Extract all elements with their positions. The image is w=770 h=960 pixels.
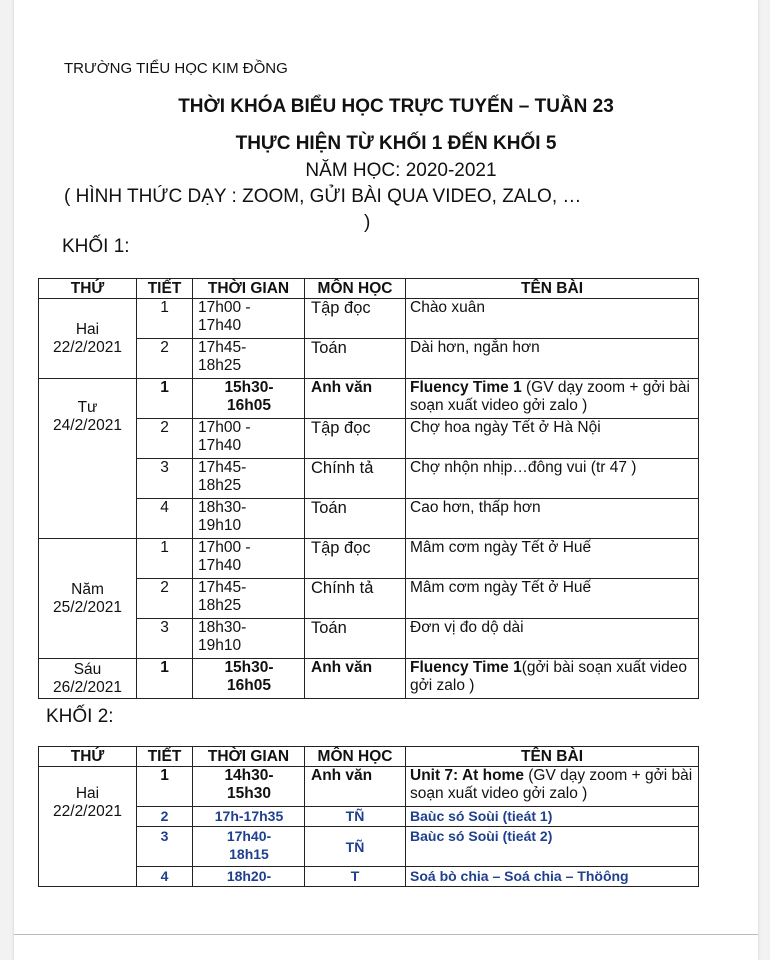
period-cell: 1 — [137, 539, 193, 579]
column-header-period: TIẾT — [137, 747, 193, 767]
period-cell: 1 — [137, 379, 193, 419]
time-cell: 18h30- 19h10 — [193, 619, 305, 659]
lesson-cell: Soá bò chia – Soá chia – Thöông — [406, 867, 699, 887]
teaching-form-line1: ( HÌNH THỨC DẠY : ZOOM, GỬI BÀI QUA VIDEO, ZALO, … — [64, 186, 582, 207]
subject-cell: Tập đọc — [305, 299, 406, 339]
lesson-cell: Chào xuân — [406, 299, 699, 339]
grade2-timetable — [38, 746, 699, 887]
school-year: NĂM HỌC: 2020-2021 — [305, 160, 497, 181]
lesson-cell: Fluency Time 1(gởi bài soạn xuất video gởi zalo ) — [406, 659, 699, 699]
grade1-heading: KHỐI 1: — [62, 236, 130, 257]
grade1-timetable — [38, 278, 699, 699]
day-cell: Hai 22/2/2021 — [39, 299, 137, 379]
page-bottom-divider — [14, 934, 758, 935]
subject-cell: Tập đọc — [305, 419, 406, 459]
period-cell: 3 — [137, 459, 193, 499]
time-cell: 14h30- 15h30 — [193, 767, 305, 807]
column-header-time: THỜI GIAN — [193, 279, 305, 299]
period-cell: 3 — [137, 827, 193, 867]
period-cell: 2 — [137, 807, 193, 827]
column-header-time: THỜI GIAN — [193, 747, 305, 767]
subject-cell: Chính tả — [305, 579, 406, 619]
lesson-cell: Fluency Time 1 (GV dạy zoom + gởi bài soạn xuất video gởi zalo ) — [406, 379, 699, 419]
column-header-day: THỨ — [39, 279, 137, 299]
time-cell: 17h45- 18h25 — [193, 459, 305, 499]
subject-cell: Toán — [305, 339, 406, 379]
lesson-cell: Chợ hoa ngày Tết ở Hà Nội — [406, 419, 699, 459]
table-row — [39, 579, 699, 619]
lesson-cell: Dài hơn, ngắn hơn — [406, 339, 699, 379]
time-cell: 18h20- — [193, 867, 305, 887]
table-row — [39, 827, 699, 867]
subject-cell: TÑ — [305, 827, 406, 867]
day-cell: Năm 25/2/2021 — [39, 539, 137, 659]
table-row — [39, 867, 699, 887]
subject-cell: Tập đọc — [305, 539, 406, 579]
page-title: THỜI KHÓA BIỂU HỌC TRỰC TUYẾN – TUẦN 23 — [178, 96, 614, 117]
teaching-form-line2: ) — [364, 212, 371, 233]
subject-cell: Anh văn — [305, 659, 406, 699]
table-row — [39, 299, 699, 339]
time-cell: 17h45- 18h25 — [193, 339, 305, 379]
time-cell: 17h00 - 17h40 — [193, 539, 305, 579]
period-cell: 4 — [137, 867, 193, 887]
period-cell: 2 — [137, 579, 193, 619]
period-cell: 4 — [137, 499, 193, 539]
column-header-day: THỨ — [39, 747, 137, 767]
table-row — [39, 379, 699, 419]
table-row — [39, 499, 699, 539]
lesson-cell: Đơn vị đo dộ dài — [406, 619, 699, 659]
column-header-subject: MÔN HỌC — [305, 747, 406, 767]
column-header-lesson: TÊN BÀI — [406, 279, 699, 299]
subject-cell: Chính tả — [305, 459, 406, 499]
period-cell: 2 — [137, 419, 193, 459]
time-cell: 15h30- 16h05 — [193, 379, 305, 419]
lesson-cell: Cao hơn, thấp hơn — [406, 499, 699, 539]
subject-cell: Toán — [305, 499, 406, 539]
day-cell: Hai 22/2/2021 — [39, 767, 137, 887]
subject-cell: Toán — [305, 619, 406, 659]
time-cell: 17h00 - 17h40 — [193, 419, 305, 459]
table-row — [39, 459, 699, 499]
table-row — [39, 659, 699, 699]
day-cell: Tư 24/2/2021 — [39, 379, 137, 539]
table-row — [39, 767, 699, 807]
lesson-cell: Baùc só Soùi (tieát 1) — [406, 807, 699, 827]
lesson-cell: Mâm cơm ngày Tết ở Huế — [406, 579, 699, 619]
period-cell: 1 — [137, 767, 193, 807]
subject-cell: Anh văn — [305, 767, 406, 807]
lesson-cell: Chợ nhộn nhịp…đông vui (tr 47 ) — [406, 459, 699, 499]
period-cell: 1 — [137, 659, 193, 699]
table-header-row — [39, 279, 699, 299]
lesson-cell: Mâm cơm ngày Tết ở Huế — [406, 539, 699, 579]
page-subtitle: THỰC HIỆN TỪ KHỐI 1 ĐẾN KHỐI 5 — [235, 133, 557, 154]
lesson-cell: Unit 7: At home (GV dạy zoom + gởi bài soạn xuất video gởi zalo ) — [406, 767, 699, 807]
time-cell: 17h00 - 17h40 — [193, 299, 305, 339]
table-row — [39, 419, 699, 459]
time-cell: 18h30- 19h10 — [193, 499, 305, 539]
table-row — [39, 807, 699, 827]
subject-cell: T — [305, 867, 406, 887]
column-header-lesson: TÊN BÀI — [406, 747, 699, 767]
time-cell: 15h30- 16h05 — [193, 659, 305, 699]
time-cell: 17h40- 18h15 — [193, 827, 305, 867]
lesson-cell: Baùc só Soùi (tieát 2) — [406, 827, 699, 867]
period-cell: 2 — [137, 339, 193, 379]
column-header-subject: MÔN HỌC — [305, 279, 406, 299]
period-cell: 1 — [137, 299, 193, 339]
period-cell: 3 — [137, 619, 193, 659]
school-name: TRƯỜNG TIỂU HỌC KIM ĐỒNG — [64, 60, 288, 77]
grade2-heading: KHỐI 2: — [46, 706, 114, 727]
column-header-period: TIẾT — [137, 279, 193, 299]
table-row — [39, 339, 699, 379]
table-row — [39, 539, 699, 579]
subject-cell: Anh văn — [305, 379, 406, 419]
time-cell: 17h-17h35 — [193, 807, 305, 827]
day-cell: Sáu 26/2/2021 — [39, 659, 137, 699]
table-header-row — [39, 747, 699, 767]
table-row — [39, 619, 699, 659]
time-cell: 17h45- 18h25 — [193, 579, 305, 619]
subject-cell: TÑ — [305, 807, 406, 827]
